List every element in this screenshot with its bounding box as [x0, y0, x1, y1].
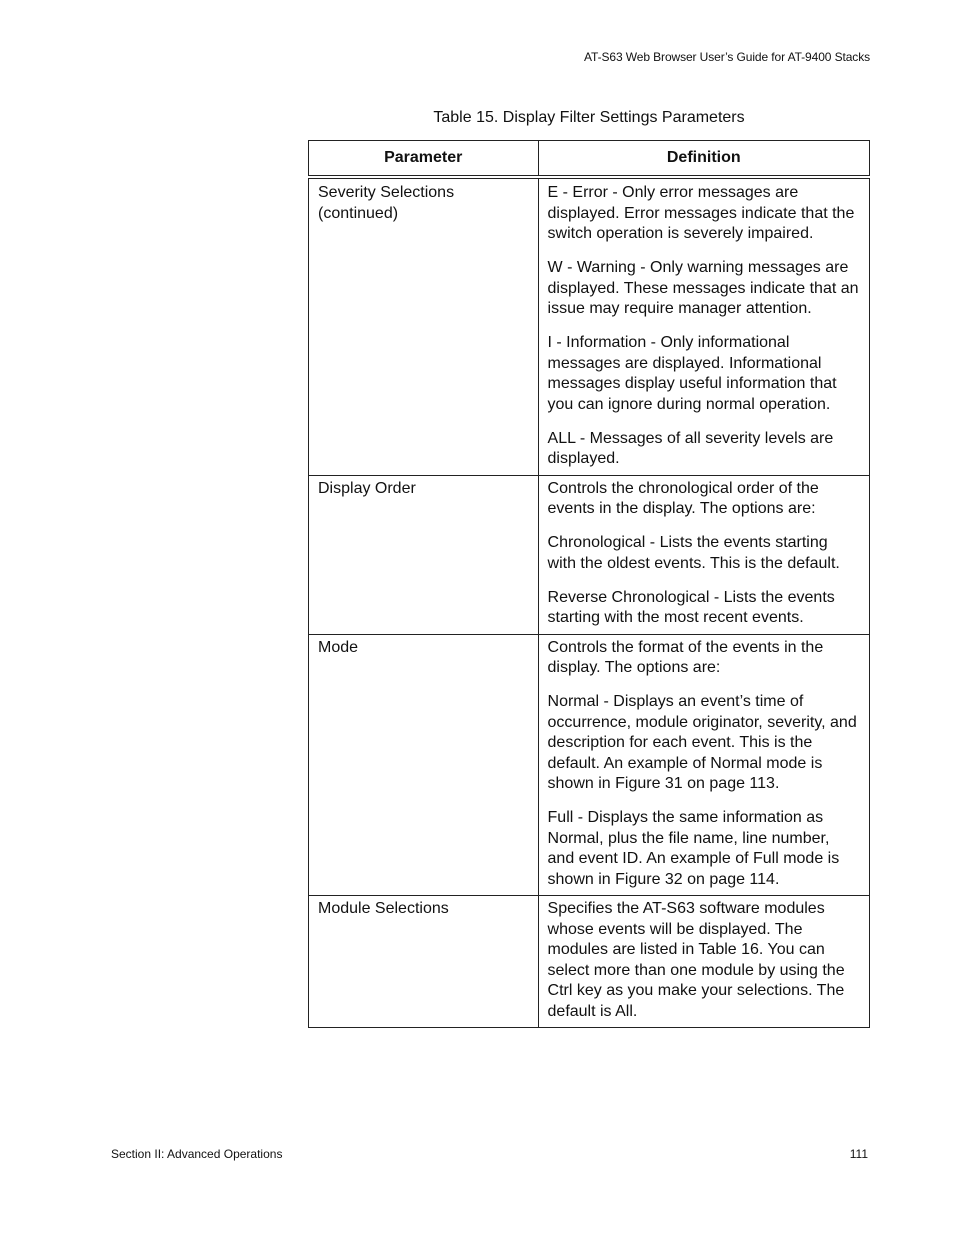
definition-paragraph: E - Error - Only error messages are displayed. Error messages indicate that the switch operation is severely impaired.: [547, 184, 855, 242]
definition-paragraph: Chronological - Lists the events starting with the oldest events. This is the default.: [547, 534, 840, 572]
definition-paragraph: Reverse Chronological - Lists the events starting with the most recent events.: [547, 588, 835, 626]
footer-section-title: Section II: Advanced Operations: [111, 1147, 283, 1161]
definition-paragraph: Full - Displays the same information as Normal, plus the file name, line number, and event ID. An example of Full mode is shown in Figure 32 on page 114.: [547, 809, 840, 888]
definition-paragraph: W - Warning - Only warning messages are displayed. These messages indicate that an issue may require manager attention.: [547, 259, 859, 317]
definition-paragraph: Controls the chronological order of the events in the display. The options are:: [547, 479, 819, 517]
table-row: [309, 634, 870, 896]
definition-paragraph: Specifies the AT-S63 software modules whose events will be displayed. The modules are listed in Table 16. You can select more than one module by using the Ctrl key as you make your selections. The default is All.: [547, 900, 845, 1020]
definition-paragraph: Normal - Displays an event’s time of occurrence, module originator, severity, and description for each event. This is the default. An example of Normal mode is shown in Figure 31 on page 113.: [547, 693, 857, 792]
column-header-parameter: Parameter: [309, 141, 539, 178]
definition-paragraph: Controls the format of the events in the display. The options are:: [547, 638, 824, 676]
parameter-cell: Severity Selections (continued): [309, 177, 539, 475]
definition-cell: [538, 634, 869, 896]
definition-paragraph: I - Information - Only informational messages are displayed. Informational messages display useful information that you can ignore during normal operation.: [547, 334, 837, 413]
running-header: AT-S63 Web Browser User’s Guide for AT-9400 Stacks: [583, 50, 870, 64]
parameters-table: [308, 140, 870, 1028]
table-caption: Table 15. Display Filter Settings Parameters: [433, 109, 745, 126]
table-row: [309, 177, 870, 475]
page-number: 111: [849, 1147, 868, 1161]
definition-cell: [538, 475, 869, 634]
definition-cell: [538, 177, 869, 475]
table-header-row: [309, 141, 870, 178]
column-header-definition: Definition: [538, 141, 869, 178]
parameter-cell: Display Order: [309, 475, 539, 634]
definition-paragraph: ALL - Messages of all severity levels are displayed.: [547, 429, 834, 467]
parameter-cell: Mode: [309, 634, 539, 896]
table-row: [309, 896, 870, 1028]
definition-cell: [538, 896, 869, 1028]
table-row: [309, 475, 870, 634]
parameter-cell: Module Selections: [309, 896, 539, 1028]
